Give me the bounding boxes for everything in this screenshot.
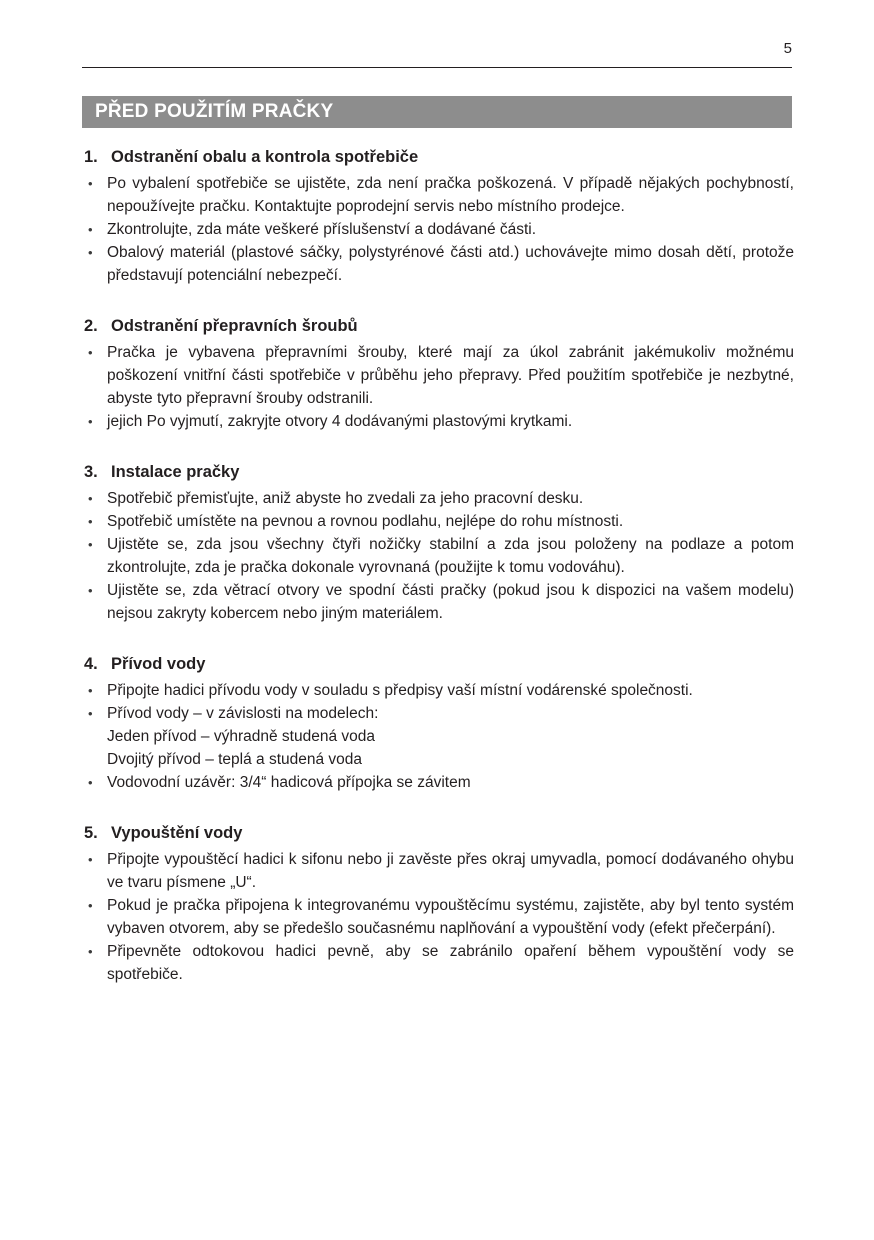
bullet-icon: •: [88, 414, 93, 429]
section-heading: [82, 145, 794, 169]
bullet-icon: •: [88, 683, 93, 698]
bullet-item: [82, 894, 794, 940]
bullet-text: Spotřebič přemisťujte, aniž abyste ho zvedali za jeho pracovní desku.: [107, 490, 584, 507]
bullet-text: Připevněte odtokovou hadici pevně, aby se zabránilo opaření během vypouštění vody se spotřebiče.: [107, 943, 794, 983]
section-number: 5.: [84, 824, 98, 842]
bullet-text: Připojte hadici přívodu vody v souladu s předpisy vaší místní vodárenské společnosti.: [107, 682, 693, 699]
bullet-icon: •: [88, 706, 93, 721]
bullet-item: [82, 241, 794, 287]
section: [82, 821, 794, 986]
sections: [82, 145, 794, 1013]
bullet-item: [82, 410, 794, 433]
bullet-item: [82, 341, 794, 410]
bullet-text: jejich Po vyjmutí, zakryjte otvory 4 dodávanými plastovými krytkami.: [107, 413, 573, 430]
section: [82, 145, 794, 287]
bullet-text: Zkontrolujte, zda máte veškeré příslušenství a dodávané části.: [107, 221, 537, 238]
bullet-item: [82, 533, 794, 579]
section-number: 4.: [84, 655, 98, 673]
bullet-item: [82, 487, 794, 510]
bullet-list: [82, 487, 794, 625]
bullet-icon: •: [88, 852, 93, 867]
section-heading: [82, 314, 794, 338]
section-heading: [82, 460, 794, 484]
section-header-bar: [82, 96, 792, 128]
section-title: Instalace pračky: [111, 463, 240, 481]
section: [82, 314, 794, 433]
section-number: 2.: [84, 317, 98, 335]
bullet-text: Vodovodní uzávěr: 3/4“ hadicová přípojka se závitem: [107, 774, 471, 791]
bullet-list: [82, 679, 794, 794]
section-title: Přívod vody: [111, 655, 206, 673]
bullet-item: [82, 848, 794, 894]
bullet-subline: Dvojitý přívod – teplá a studená voda: [107, 751, 363, 768]
section: [82, 652, 794, 794]
bullet-icon: •: [88, 176, 93, 191]
section-title: Odstranění obalu a kontrola spotřebiče: [111, 148, 419, 166]
bullet-text: Pračka je vybavena přepravními šrouby, které mají za úkol zabránit jakémukoliv možnému poškození vnitřní části spotřebiče v průběhu jeho přepravy. Před použitím spotřebiče je nezbytné, abyste tyto přepravní šrouby odstranili.: [107, 344, 794, 407]
bullet-item: [82, 172, 794, 218]
bullet-text: Ujistěte se, zda jsou všechny čtyři nožičky stabilní a zda jsou položeny na podlaze a potom zkontrolujte, zda je pračka dokonale vyrovnaná (použijte k tomu vodováhu).: [107, 536, 794, 576]
bullet-icon: •: [88, 775, 93, 790]
bullet-icon: •: [88, 222, 93, 237]
bullet-icon: •: [88, 898, 93, 913]
bullet-item: [82, 702, 794, 771]
bullet-icon: •: [88, 537, 93, 552]
bullet-text: Spotřebič umístěte na pevnou a rovnou podlahu, nejlépe do rohu místnosti.: [107, 513, 624, 530]
bullet-icon: •: [88, 944, 93, 959]
bullet-text: Ujistěte se, zda větrací otvory ve spodní části pračky (pokud jsou k dispozici na vašem modelu) nejsou zakryty kobercem nebo jiným materiálem.: [107, 582, 794, 622]
section-title: Odstranění přepravních šroubů: [111, 317, 358, 335]
bullet-text: Přívod vody – v závislosti na modelech: Jeden přívod – výhradně studená voda Dvojitý přívod – teplá a studená voda: [107, 702, 794, 771]
bullet-item: [82, 510, 794, 533]
bullet-icon: •: [88, 345, 93, 360]
bullet-item: [82, 579, 794, 625]
bullet-item: [82, 679, 794, 702]
bullet-icon: •: [88, 491, 93, 506]
bullet-subline: Jeden přívod – výhradně studená voda: [107, 728, 375, 745]
bullet-item: [82, 771, 794, 794]
bullet-text: Obalový materiál (plastové sáčky, polystyrénové části atd.) uchovávejte mimo dosah dětí, protože představují potenciální nebezpečí.: [107, 244, 794, 284]
section-number: 1.: [84, 148, 98, 166]
bullet-icon: •: [88, 583, 93, 598]
bullet-text: Připojte vypouštěcí hadici k sifonu nebo ji zavěste přes okraj umyvadla, pomocí dodávaného ohybu ve tvaru písmene „U“.: [107, 851, 794, 891]
bullet-list: [82, 341, 794, 433]
top-rule: [82, 67, 792, 68]
bullet-icon: •: [88, 514, 93, 529]
bullet-text: Pokud je pračka připojena k integrovanému vypouštěcímu systému, zajistěte, aby byl tento systém vybaven otvorem, aby se předešlo současnému naplňování a vypouštění vody (efekt přečerpání).: [107, 897, 794, 937]
bullet-text: Po vybalení spotřebiče se ujistěte, zda není pračka poškozená. V případě nějakých pochybností, nepoužívejte pračku. Kontaktujte poprodejní servis nebo místního prodejce.: [107, 175, 794, 215]
section: [82, 460, 794, 625]
section-title: Vypouštění vody: [111, 824, 243, 842]
section-heading: [82, 821, 794, 845]
bullet-item: [82, 940, 794, 986]
bullet-list: [82, 172, 794, 287]
bullet-list: [82, 848, 794, 986]
page-number: 5: [783, 40, 792, 57]
page-title: PŘED POUŽITÍM PRAČKY: [95, 101, 334, 122]
section-number: 3.: [84, 463, 98, 481]
section-heading: [82, 652, 794, 676]
bullet-item: [82, 218, 794, 241]
bullet-icon: •: [88, 245, 93, 260]
